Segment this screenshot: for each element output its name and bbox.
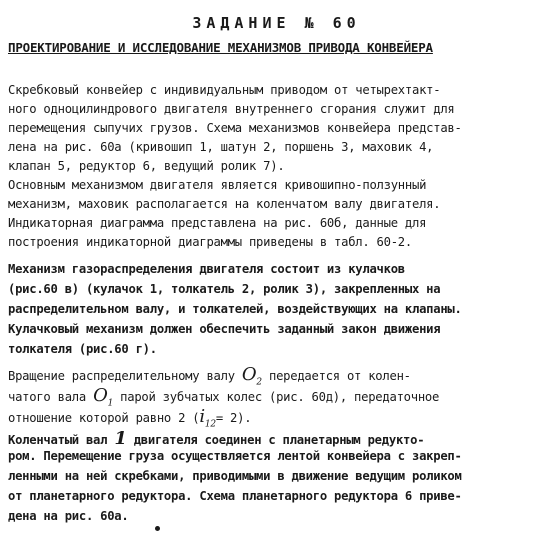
page-title: ЗАДАНИЕ № 60 — [192, 14, 361, 32]
text-line: (рис.60 в) (кулачок 1, толкатель 2, ролик 3), закрепленных на — [8, 282, 441, 296]
text-fragment: Вращение распределительному валу — [8, 369, 235, 383]
symbol-shaft-1: 1 — [114, 428, 127, 449]
text-line: толкателя (рис.60 г). — [8, 342, 157, 356]
ink-dot — [155, 526, 160, 531]
text-line: Индикаторная диаграмма представлена на рис. 60б, данные для — [8, 216, 427, 230]
symbol-i12: $i_{12}$ — [199, 406, 216, 430]
page-subtitle: ПРОЕКТИРОВАНИЕ И ИССЛЕДОВАНИЕ МЕХАНИЗМОВ ПРИВОДА КОНВЕЙЕРА — [8, 40, 433, 55]
text-fragment: передается от колен- — [269, 369, 411, 383]
symbol-o2: $O_2$ — [241, 364, 262, 388]
text-line-with-formula — [8, 428, 424, 449]
text-line: перемещения сыпучих грузов. Схема механизмов конвейера представ- — [8, 121, 462, 135]
text-line: лена на рис. 60а (кривошип 1, шатун 2, поршень 3, маховик 4, — [8, 140, 434, 154]
text-line: построения индикаторной диаграммы приведены в табл. 60-2. — [8, 235, 412, 249]
text-line: ленными на ней скребками, приводимыми в движение ведущим роликом — [8, 469, 462, 483]
text-fragment: Коленчатый вал — [8, 433, 108, 447]
text-fragment: отношение которой равно 2 ( — [8, 411, 200, 425]
text-line: клапан 5, редуктор 6, ведущий ролик 7). — [8, 159, 285, 173]
text-fragment: = 2). — [215, 411, 252, 425]
text-line: Механизм газораспределения двигателя состоит из кулачков — [8, 262, 405, 276]
text-line: дена на рис. 60а. — [8, 509, 129, 523]
text-fragment: чатого вала — [8, 390, 86, 404]
text-line: Скребковый конвейер с индивидуальным приводом от четырехтакт- — [8, 83, 441, 97]
text-fragment: двигателя соединен с планетарным редукто- — [133, 433, 425, 447]
text-line: Основным механизмом двигателя является кривошипно-ползунный — [8, 178, 427, 192]
text-line: ного одноцилиндрового двигателя внутреннего сгорания служит для — [8, 102, 455, 116]
text-line: механизм, маховик располагается на коленчатом валу двигателя. — [8, 197, 441, 211]
text-fragment: парой зубчатых колес (рис. 60д), передаточное — [120, 390, 440, 404]
symbol-o1: $O_1$ — [93, 385, 114, 409]
text-line-with-formula — [8, 406, 251, 430]
text-line: Кулачковый механизм должен обеспечить заданный закон движения — [8, 322, 441, 336]
text-line: распределительном валу, и толкателей, воздействующих на клапаны. — [8, 302, 462, 316]
text-line: ром. Перемещение груза осуществляется лентой конвейера с закреп- — [8, 449, 462, 463]
text-line: от планетарного редуктора. Схема планетарного редуктора 6 приве- — [8, 489, 462, 503]
